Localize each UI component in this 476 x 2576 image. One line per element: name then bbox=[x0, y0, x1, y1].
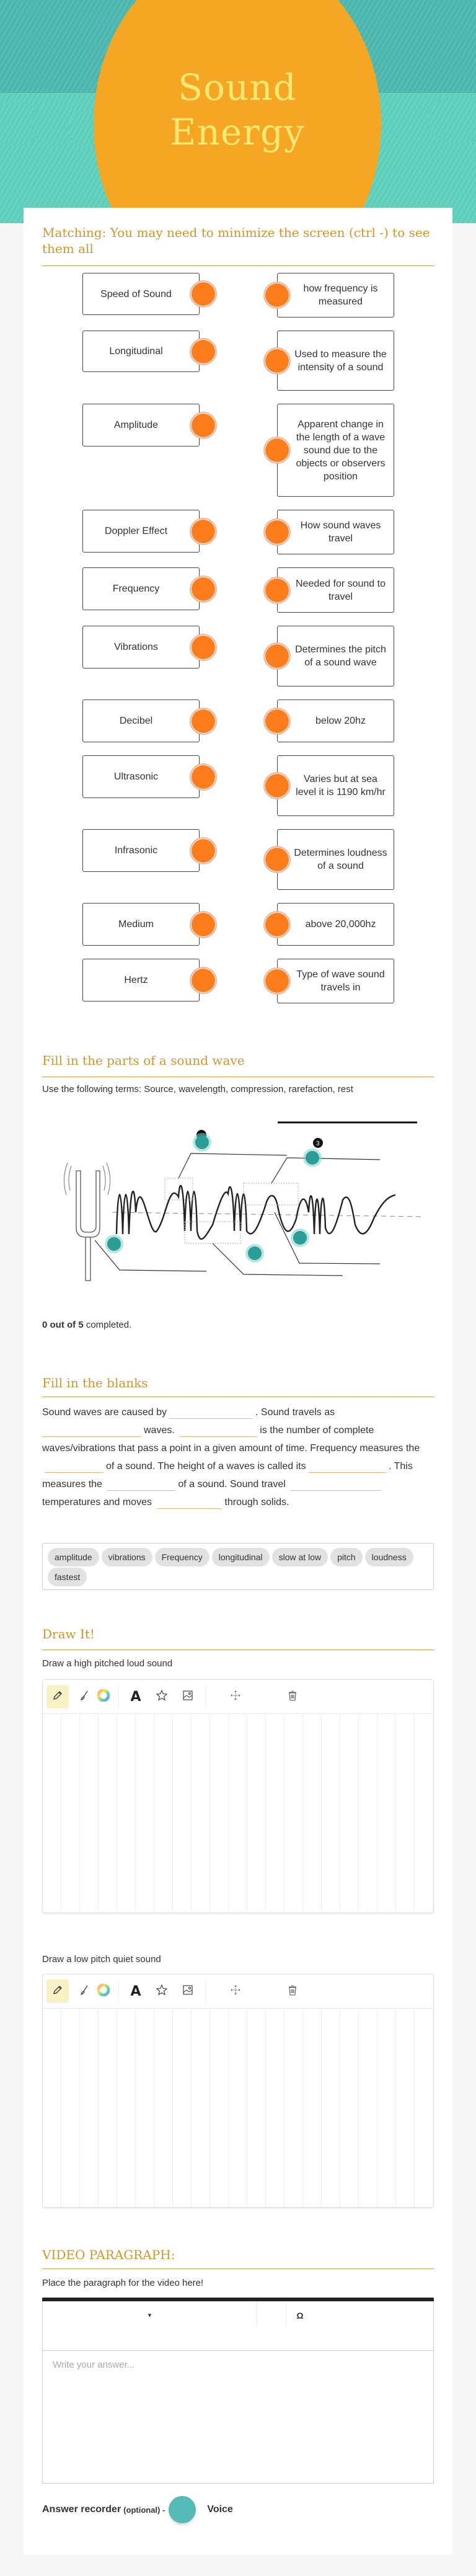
sound-wave-diagram bbox=[58, 1119, 442, 1287]
match-connector-left[interactable] bbox=[190, 634, 217, 661]
hotspot-marker-1[interactable] bbox=[195, 1135, 209, 1149]
match-definition-box: Determines the pitch of a sound wave bbox=[277, 626, 394, 686]
title-line-2: Energy bbox=[170, 111, 305, 153]
match-definition-box: How sound waves travel bbox=[277, 510, 394, 554]
star-tool-button[interactable] bbox=[151, 1685, 173, 1708]
fill-blanks-paragraph bbox=[42, 1403, 434, 1511]
word-bank bbox=[42, 1543, 434, 1590]
omega-icon: Ω bbox=[296, 2310, 304, 2321]
match-term-box: Ultrasonic bbox=[82, 755, 200, 798]
blanks-section-title: Fill in the blanks bbox=[42, 1375, 148, 1390]
paragraph-text: temperatures and moves bbox=[42, 1497, 152, 1508]
drawing-board-2 bbox=[42, 1974, 434, 2208]
match-connector-right[interactable] bbox=[263, 772, 291, 799]
voice-label: Voice bbox=[207, 2504, 233, 2515]
word-chip[interactable]: Frequency bbox=[155, 1548, 209, 1566]
match-term-box: Hertz bbox=[82, 959, 200, 1002]
recorder-label: Answer recorder bbox=[42, 2504, 121, 2515]
drawing-toolbar bbox=[43, 1974, 433, 2009]
blank-input-8[interactable] bbox=[157, 1495, 222, 1509]
worksheet-card bbox=[24, 208, 452, 2555]
match-term-box: Infrasonic bbox=[82, 829, 200, 872]
paragraph-text: of a sound. Sound travel bbox=[178, 1479, 286, 1490]
move-icon bbox=[229, 1984, 242, 1999]
wave-section-title: Fill in the parts of a sound wave bbox=[42, 1053, 245, 1068]
answer-recorder bbox=[42, 2496, 233, 2523]
brush-icon bbox=[78, 1689, 90, 1705]
chevron-down-icon: ▾ bbox=[148, 2312, 152, 2319]
match-connector-left[interactable] bbox=[190, 708, 217, 735]
drawing-board-1 bbox=[42, 1679, 434, 1913]
trash-tool-button[interactable] bbox=[281, 1979, 304, 2003]
toolbar-divider bbox=[118, 1685, 119, 1708]
progress-suffix: completed. bbox=[83, 1320, 132, 1330]
match-term-box: Frequency bbox=[82, 567, 200, 610]
drawing-canvas[interactable] bbox=[43, 1715, 433, 1912]
blank-input-7[interactable] bbox=[291, 1477, 381, 1491]
text-tool-button[interactable] bbox=[125, 1685, 147, 1708]
blank-input-2[interactable] bbox=[42, 1423, 141, 1437]
match-connector-right[interactable] bbox=[263, 967, 291, 995]
star-icon bbox=[156, 1689, 168, 1705]
star-icon bbox=[156, 1984, 168, 1999]
image-icon bbox=[182, 1984, 194, 1999]
match-term-box: Longitudinal bbox=[82, 331, 200, 372]
word-chip[interactable]: slow at low bbox=[272, 1548, 328, 1566]
word-chip[interactable]: fastest bbox=[48, 1568, 87, 1586]
pencil-icon bbox=[51, 1689, 64, 1705]
section-divider bbox=[42, 265, 434, 266]
match-connector-right[interactable] bbox=[263, 282, 291, 309]
match-definition-box: Type of wave sound travels in bbox=[277, 959, 394, 1003]
special-character-button[interactable] bbox=[291, 2301, 309, 2329]
match-term-box: Speed of Sound bbox=[82, 273, 200, 315]
match-term-box: Amplitude bbox=[82, 404, 200, 446]
matching-title: Matching: You may need to minimize the screen (ctrl -) to see them all bbox=[42, 225, 430, 256]
toolbar-divider bbox=[118, 1979, 119, 2003]
sound-wave-image bbox=[58, 1119, 442, 1287]
match-definition-box: above 20,000hz bbox=[277, 903, 394, 946]
match-connector-right[interactable] bbox=[263, 846, 291, 873]
match-connector-left[interactable] bbox=[190, 911, 217, 938]
match-connector-left[interactable] bbox=[190, 967, 217, 994]
match-term-box: Decibel bbox=[82, 700, 200, 742]
match-connector-left[interactable] bbox=[190, 763, 217, 791]
blank-input-3[interactable] bbox=[180, 1423, 257, 1437]
image-tool-button[interactable] bbox=[177, 1979, 199, 2003]
blank-input-5[interactable] bbox=[309, 1459, 386, 1473]
move-tool-button[interactable] bbox=[224, 1685, 247, 1708]
toolbar-divider bbox=[205, 1979, 206, 2003]
match-term-box: Vibrations bbox=[82, 626, 200, 668]
match-definition-box: Varies but at sea level it is 1190 km/hr bbox=[277, 755, 394, 816]
match-definition-box: Used to measure the intensity of a sound bbox=[277, 331, 394, 391]
hero-banner bbox=[0, 0, 476, 223]
match-definition-box: Apparent change in the length of a wave sound due to the objects or observers position bbox=[277, 404, 394, 497]
wave-progress bbox=[42, 1318, 434, 1333]
paragraph-text: Sound waves are caused by bbox=[42, 1407, 167, 1418]
match-connector-right[interactable] bbox=[263, 577, 291, 604]
video-section-title: VIDEO PARAGRAPH: bbox=[42, 2247, 175, 2262]
word-chip[interactable]: vibrations bbox=[102, 1548, 152, 1566]
draw-prompt-2: Draw a low pitch quiet sound bbox=[42, 1954, 161, 1965]
hotspot-marker-4[interactable] bbox=[293, 1231, 307, 1245]
wave-instructions: Use the following terms: Source, wavelength, compression, rarefaction, rest bbox=[42, 1084, 353, 1095]
word-chip[interactable]: pitch bbox=[330, 1548, 363, 1566]
record-voice-button[interactable] bbox=[169, 2496, 196, 2523]
match-connector-left[interactable] bbox=[190, 338, 217, 365]
paragraph-text: . Sound travels as bbox=[255, 1407, 335, 1418]
word-chip[interactable]: amplitude bbox=[48, 1548, 99, 1566]
pencil-tool-button[interactable] bbox=[46, 1685, 69, 1708]
color-wheel-tool-button[interactable] bbox=[92, 1979, 115, 2003]
paragraph-text: through solids. bbox=[224, 1497, 289, 1508]
video-prompt: Place the paragraph for the video here! bbox=[42, 2278, 204, 2288]
image-icon bbox=[182, 1689, 194, 1705]
paragraph-text: . This measures the bbox=[42, 1461, 413, 1490]
image-tool-button[interactable] bbox=[177, 1685, 199, 1708]
trash-icon bbox=[286, 1689, 299, 1705]
rich-text-editor bbox=[42, 2298, 434, 2484]
editor-toolbar bbox=[43, 2301, 433, 2351]
brush-icon bbox=[78, 1984, 90, 1999]
pencil-icon bbox=[51, 1984, 64, 1999]
match-connector-left[interactable] bbox=[190, 518, 217, 545]
text-icon: A bbox=[130, 1689, 141, 1705]
match-definition-box: how frequency is measured bbox=[277, 273, 394, 318]
title-line-1: Sound bbox=[178, 66, 297, 109]
match-term-box: Medium bbox=[82, 903, 200, 946]
match-connector-right[interactable] bbox=[263, 642, 291, 670]
paragraph-text: waves. bbox=[144, 1425, 175, 1436]
hotspot-marker-5[interactable] bbox=[248, 1246, 262, 1260]
match-definition-box: below 20hz bbox=[277, 700, 394, 742]
match-term-box: Doppler Effect bbox=[82, 510, 200, 553]
word-chip[interactable]: longitudinal bbox=[212, 1548, 270, 1566]
text-icon: A bbox=[130, 1983, 141, 1999]
match-definition-box: Needed for sound to travel bbox=[277, 567, 394, 613]
format-dropdown[interactable] bbox=[43, 2301, 257, 2329]
color-wheel-tool-button[interactable] bbox=[92, 1685, 115, 1708]
color-wheel-icon bbox=[97, 1689, 110, 1705]
match-connector-right[interactable] bbox=[263, 518, 291, 546]
hotspot-marker-2[interactable] bbox=[306, 1151, 319, 1165]
trash-icon bbox=[286, 1984, 299, 1999]
blank-input-6[interactable] bbox=[107, 1477, 175, 1491]
match-connector-left[interactable] bbox=[190, 412, 217, 439]
star-tool-button[interactable] bbox=[151, 1979, 173, 2003]
section-divider bbox=[42, 2268, 434, 2269]
match-connector-right[interactable] bbox=[263, 911, 291, 938]
page-title bbox=[94, 65, 381, 154]
draw-section-title: Draw It! bbox=[42, 1627, 95, 1641]
answer-textarea[interactable] bbox=[43, 2352, 433, 2483]
match-connector-left[interactable] bbox=[190, 575, 217, 603]
match-connector-left[interactable] bbox=[190, 280, 217, 308]
match-connector-right[interactable] bbox=[263, 437, 291, 464]
word-chip[interactable]: loudness bbox=[365, 1548, 413, 1566]
trash-tool-button[interactable] bbox=[281, 1685, 304, 1708]
text-tool-button[interactable] bbox=[125, 1979, 147, 2003]
move-tool-button[interactable] bbox=[224, 1979, 247, 2003]
match-connector-right[interactable] bbox=[263, 347, 291, 375]
blank-input-4[interactable] bbox=[45, 1459, 104, 1473]
paragraph-text: is the number of complete waves/vibrations that pass a point in a given amount of time. Frequency measures the bbox=[42, 1425, 420, 1454]
draw-prompt-1: Draw a high pitched loud sound bbox=[42, 1658, 173, 1669]
progress-count: 0 out of 5 bbox=[42, 1320, 84, 1330]
drawing-canvas[interactable] bbox=[43, 2009, 433, 2207]
recorder-optional: (optional) - bbox=[123, 2505, 165, 2515]
paragraph-text: of a sound. The height of a waves is called its bbox=[106, 1461, 306, 1472]
hotspot-marker-3[interactable] bbox=[107, 1237, 121, 1251]
drawing-toolbar bbox=[43, 1680, 433, 1714]
color-wheel-icon bbox=[97, 1984, 110, 1999]
blank-input-1[interactable] bbox=[169, 1405, 253, 1419]
match-connector-right[interactable] bbox=[263, 708, 291, 735]
move-icon bbox=[229, 1689, 242, 1705]
match-definition-box: Determines loudness of a sound bbox=[277, 829, 394, 890]
pencil-tool-button[interactable] bbox=[46, 1979, 69, 2003]
svg-text:3: 3 bbox=[316, 1140, 320, 1147]
toolbar-divider bbox=[205, 1685, 206, 1708]
match-connector-left[interactable] bbox=[190, 837, 217, 864]
